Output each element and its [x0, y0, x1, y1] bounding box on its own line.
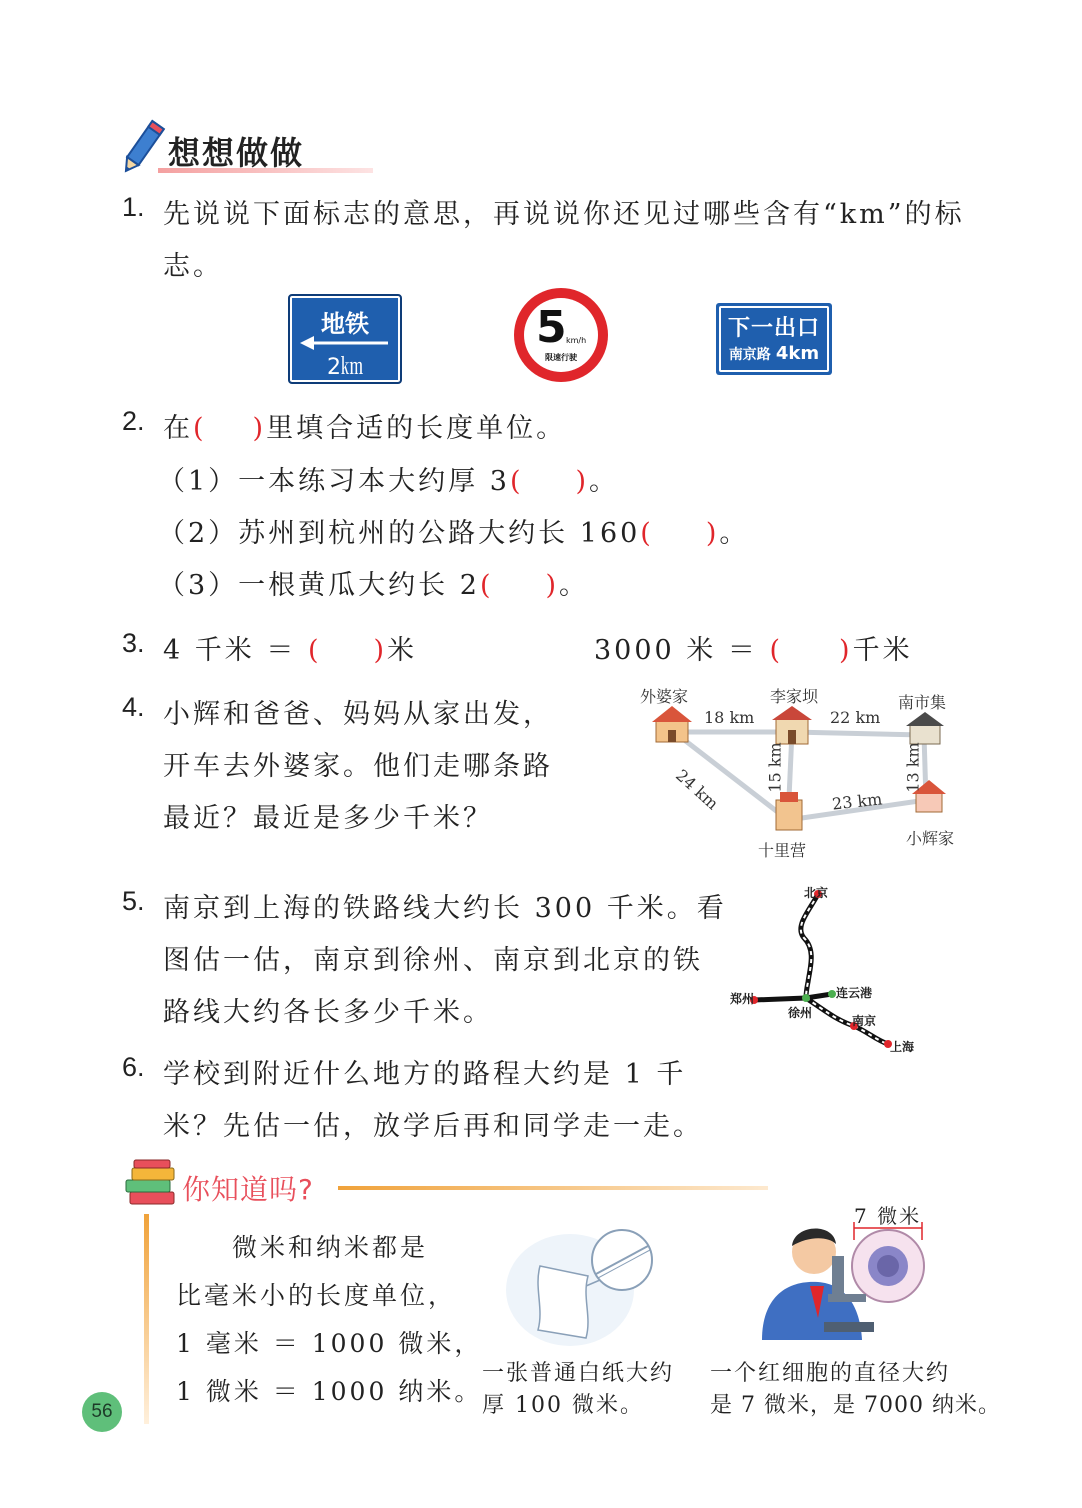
q6-line-1: 学校到附近什么地方的路程大约是 1 千 — [163, 1059, 687, 1090]
map-dist-22: 22 km — [830, 708, 881, 727]
q2-item-3-rparen: ) — [545, 570, 560, 601]
house-icon — [906, 712, 944, 744]
books-icon — [124, 1158, 180, 1212]
paper-illustration — [500, 1220, 670, 1350]
q2-item-1-label: （1）一本练习本大约厚 3 — [158, 466, 510, 497]
map-dist-24: 24 km — [672, 765, 723, 814]
cell-size-label: 7 微米 — [854, 1204, 922, 1228]
q2-lparen: ( — [193, 413, 207, 444]
q2-rparen: ) — [252, 413, 267, 444]
map-place-xiaohuijia: 小辉家 — [906, 829, 955, 848]
q3-left-lparen: ( — [307, 635, 322, 666]
map-place-nanshiji: 南市集 — [898, 693, 947, 712]
paper-caption-1: 一张普通白纸大约 — [482, 1361, 675, 1386]
exit-sign-title: 下一出口 — [727, 316, 820, 341]
page-number: 56 — [91, 1401, 113, 1422]
exit-sign-road — [716, 343, 832, 364]
know-text-2: 比毫米小的长度单位， — [176, 1281, 457, 1310]
left-arrow-icon — [300, 336, 390, 350]
q2-text-after: 里填合适的长度单位。 — [266, 413, 567, 444]
map-dist-23: 23 km — [831, 789, 884, 814]
q1-number: 1. — [122, 192, 145, 222]
q1-line2: 志。 — [163, 251, 223, 282]
exit-sign-distance: 4km — [775, 343, 820, 364]
cell-caption-1: 一个红细胞的直径大约 — [710, 1361, 951, 1386]
q3-left-b: 米 — [387, 635, 418, 666]
q4-number: 4. — [122, 692, 145, 722]
city-zhengzhou: 郑州 — [730, 992, 755, 1006]
speed-limit-sign — [514, 288, 608, 382]
know-title-line — [338, 1186, 768, 1190]
map-dist-13: 13 km — [903, 742, 923, 793]
house-icon — [652, 706, 692, 742]
q2-item-2 — [158, 511, 749, 550]
q2-item-3-label: （3）一根黄瓜大约长 2 — [158, 570, 480, 601]
map-place-shiliying: 十里营 — [758, 841, 807, 860]
cell-caption-2: 是 7 微米，是 7000 纳米。 — [710, 1393, 1001, 1418]
q3-right-rparen: ) — [839, 635, 853, 666]
know-text-1: 微米和纳米都是 — [232, 1233, 429, 1262]
q2-item-3-lparen: ( — [479, 570, 494, 601]
q2-item-1-end: 。 — [589, 466, 620, 497]
know-side-bar — [144, 1214, 149, 1424]
q2-item-3-end: 。 — [559, 570, 590, 601]
map-dist-15: 15 km — [765, 742, 785, 793]
q3-number: 3. — [122, 628, 145, 658]
speed-unit: km/h — [566, 336, 587, 345]
q2-item-1-lparen: ( — [509, 466, 524, 497]
q3-left — [163, 628, 417, 667]
q5-line-2: 图估一估，南京到徐州、南京到北京的铁 — [163, 945, 703, 976]
q5-line-3: 路线大约各长多少千米。 — [163, 997, 493, 1028]
section-header — [118, 118, 378, 178]
q2-item-2-label: （2）苏州到杭州的公路大约长 160 — [158, 518, 641, 549]
q2-item-2-rparen: ) — [705, 518, 720, 549]
city-lianyungang: 连云港 — [836, 986, 873, 1000]
map-dist-18: 18 km — [704, 708, 755, 727]
q2-text-before: 在 — [163, 413, 193, 444]
q5-line-1: 南京到上海的铁路线大约长 300 千米。看 — [163, 893, 727, 924]
q2-item-3 — [158, 563, 589, 602]
exit-sign-road-name: 南京路 — [728, 347, 771, 363]
know-title: 你知道吗? — [182, 1173, 314, 1206]
paper-caption-2: 厚 100 微米。 — [482, 1393, 644, 1418]
city-nanjing: 南京 — [852, 1014, 877, 1028]
q4-line-3: 最近？最近是多少千米？ — [163, 803, 493, 834]
cell-illustration — [748, 1200, 948, 1350]
speed-caption: 限速行驶 — [545, 353, 577, 362]
q6-line-2: 米？先估一估，放学后再和同学走一走。 — [163, 1111, 703, 1142]
q5-number: 5. — [122, 886, 145, 916]
route-map — [634, 680, 974, 860]
exit-sign — [716, 303, 832, 375]
know-text-3: 1 毫米 ＝ 1000 微米， — [176, 1329, 483, 1358]
know-text-4: 1 微米 ＝ 1000 纳米。 — [176, 1377, 483, 1406]
q4-line-2: 开车去外婆家。他们走哪条路 — [163, 751, 553, 782]
railway-map — [724, 880, 934, 1060]
city-beijing: 北京 — [804, 886, 829, 900]
map-place-waipojia: 外婆家 — [640, 687, 689, 706]
q1-line1: 先说说下面标志的意思，再说说你还见过哪些含有“km”的标 — [163, 199, 965, 230]
metro-sign-distance: 2㎞ — [327, 355, 363, 380]
city-shanghai: 上海 — [890, 1040, 915, 1054]
q3-right-lparen: ( — [769, 635, 784, 666]
q6-number: 6. — [122, 1052, 145, 1082]
q3-left-rparen: ) — [373, 635, 388, 666]
metro-sign — [288, 294, 402, 384]
metro-sign-title: 地铁 — [321, 310, 369, 338]
q2-item-1-rparen: ) — [575, 466, 590, 497]
page-number-badge — [82, 1392, 122, 1432]
q3-right-a: 3000 米 ＝ — [594, 635, 758, 666]
q2-item-1 — [158, 459, 619, 498]
tower-icon — [776, 792, 802, 830]
q3-right-b: 千米 — [852, 635, 913, 666]
q2-number: 2. — [122, 406, 145, 436]
q3-left-a: 4 千米 ＝ — [163, 635, 297, 666]
q3-right — [594, 628, 913, 667]
speed-value: 5 — [536, 302, 567, 353]
map-place-lijiaba: 李家坝 — [770, 687, 819, 706]
building-icon — [772, 706, 812, 744]
q4-line-1: 小辉和爸爸、妈妈从家出发， — [163, 699, 553, 730]
q2-item-2-end: 。 — [719, 518, 750, 549]
section-title: 想想做做 — [168, 134, 305, 172]
city-xuzhou: 徐州 — [788, 1006, 813, 1020]
q2-instruction — [163, 406, 566, 445]
q2-item-2-lparen: ( — [640, 518, 654, 549]
